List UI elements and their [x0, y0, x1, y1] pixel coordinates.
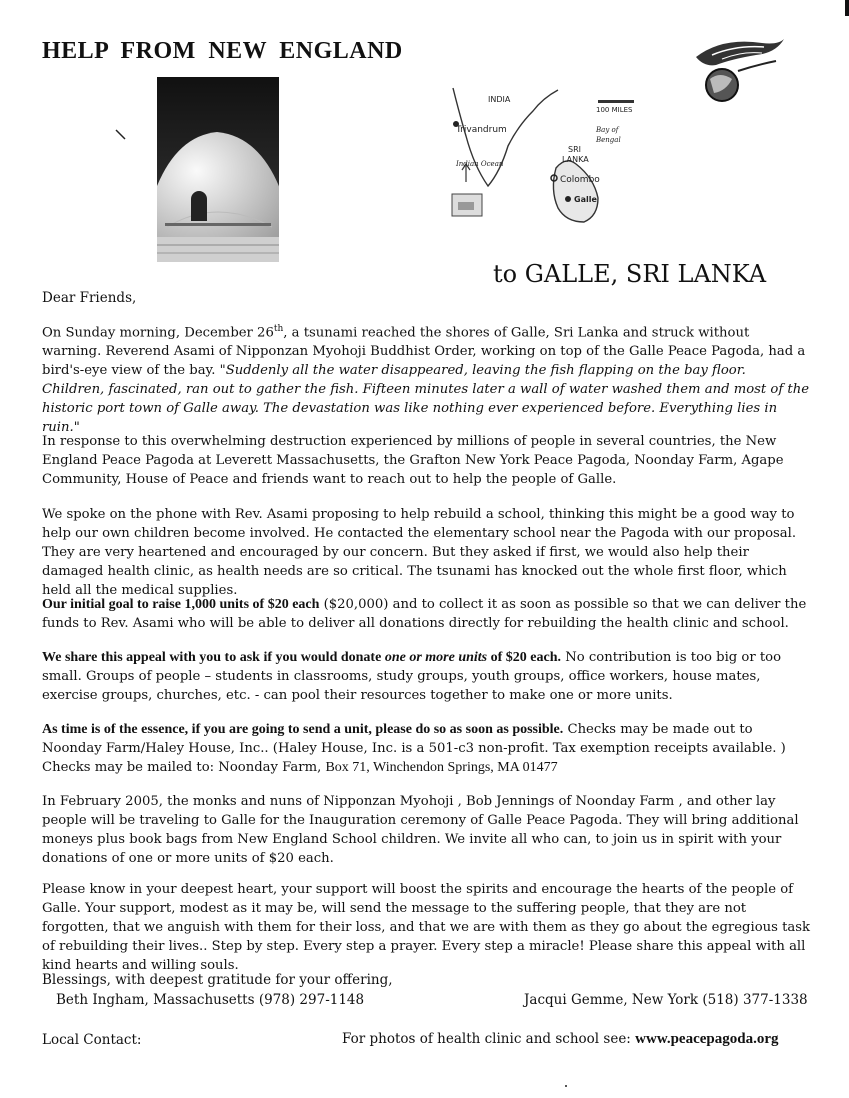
map-label-india: INDIA [488, 95, 511, 104]
p7-text: In February 2005, the monks and nuns of Nipponzan Myohoji , Bob Jennings of Noonday Farm , and other lay people will be traveling to Galle for the Inauguration ceremony of Galle Peace Pagoda. They will bring additional moneys plus book bags from New England School children. We invite all who can, to join us in spirit with your donations of one or more units of $20 each. [42, 794, 799, 866]
p5-bold-b: of $20 each. [487, 650, 562, 665]
local-contact-label: Local Contact: [42, 1032, 142, 1048]
map-label-colombo: Colombo [560, 175, 600, 185]
p5-bold-a: We share this appeal with you to ask if you would donate [42, 650, 385, 665]
contact-jacqui: Jacqui Gemme, New York (518) 377-1338 [524, 992, 808, 1008]
pagoda-photo [157, 77, 279, 262]
p6-mail-label: Checks may be mailed to: Noonday Farm, [42, 760, 326, 775]
map-label-miles: 100 MILES [596, 106, 633, 114]
contact-beth: Beth Ingham, Massachusetts (978) 297-1148 [56, 992, 365, 1008]
page-subtitle: to GALLE, SRI LANKA [493, 260, 767, 288]
paragraph-7 [42, 792, 812, 868]
paragraph-8 [42, 880, 812, 975]
p4-bold: Our initial goal to raise 1,000 units of $20 each [42, 597, 320, 612]
closing-line: Blessings, with deepest gratitude for your offering, [42, 972, 393, 988]
p5-bold-italic: one or more units [384, 650, 488, 665]
peace-bird-logo [692, 35, 786, 105]
photos-url-link[interactable]: www.peacepagoda.org [635, 1031, 779, 1047]
map-label-lanka: LANKA [562, 155, 589, 164]
paragraph-4 [42, 595, 812, 633]
p8-text: Please know in your deepest heart, your support will boost the spirits and encourage the hearts of the people of Galle. Your support, modest as it may be, will send the message to the suffering people, that they are not forgotten, that we anguish with them for their loss, and that we are with them as they go about the egregious task of rebuilding their lives.. Step by step. Every step a prayer. Every step a miracle! Please share this appeal with all kind hearts and willing souls. [42, 882, 811, 973]
salutation: Dear Friends, [42, 290, 137, 306]
paragraph-2 [42, 432, 812, 489]
map-label-indian-ocean: Indian Ocean [456, 160, 504, 168]
sri-lanka-map [448, 86, 638, 234]
p6-bold: As time is of the essence, if you are going to send a unit, please do so as soon as possible. [42, 722, 564, 737]
tick-mark [115, 129, 127, 141]
p3-text: We spoke on the phone with Rev. Asami proposing to help rebuild a school, thinking this might be a good way to help our own children become involved. He contacted the elementary school near the Pagoda with our proposal. They are very heartened and encouraged by our concern. But they asked if first, we would also help their damaged health clinic, as health needs are so critical. The tsunami has knocked out the whole first floor, which held all the medical supplies. [42, 507, 797, 598]
map-label-sri: SRI [568, 145, 581, 154]
p1-sup: th [273, 324, 284, 334]
map-label-bay: Bay of [596, 126, 619, 134]
photos-label: For photos of health clinic and school see: [342, 1031, 636, 1047]
p1-text-b: , a tsunami reached the shores of Galle, Sri Lanka and struck without warning. Reverend Asami of Nipponzan Myohoji Buddhist Order, working on top of the Galle Peace Pagoda, had a bird's-eye view of the bay. [42, 325, 806, 379]
p5-text: No contribution is too big or too small. Groups of people – students in classrooms, study groups, youth groups, office workers, house mates, exercise groups, churches, etc. - can pool their resources together to make one or more units. [42, 650, 782, 703]
scan-edge-mark [845, 0, 849, 16]
p6-mail-address: Box 71, Winchendon Springs, MA 01477 [325, 760, 558, 775]
paragraph-3 [42, 505, 812, 600]
scan-dot [565, 1085, 567, 1087]
p1-quote: "Suddenly all the water disappeared, leaving the fish flapping on the bay floor. Children, fascinated, ran out to gather the fish. Fifteen minutes later a wall of water washed them and most of the historic port town of Galle away. The devastation was like nothing ever experienced before. Everything lies in ruin." [42, 363, 810, 436]
page-title: HELP FROM NEW ENGLAND [42, 38, 403, 64]
p2-text: In response to this overwhelming destruction experienced by millions of people in several countries, the New England Peace Pagoda at Leverett Massachusetts, the Grafton New York Peace Pagoda, Noonday Farm, Agape Community, House of Peace and friends want to reach out to help the people of Galle. [42, 434, 784, 487]
map-label-galle: Galle [574, 195, 597, 204]
paragraph-5 [42, 648, 812, 705]
paragraph-1 [42, 320, 812, 437]
map-label-trivandrum: Trivandrum [456, 125, 507, 135]
p6-text: Checks may be made out to Noonday Farm/Haley House, Inc.. (Haley House, Inc. is a 501-c3 non-profit. Tax exemption receipts available. ) [42, 722, 786, 756]
paragraph-6 [42, 720, 812, 777]
p1-text-a: On Sunday morning, December 26 [42, 325, 274, 341]
photos-line [342, 1031, 778, 1048]
p4-text: ($20,000) and to collect it as soon as possible so that we can deliver the funds to Rev. Asami who will be able to deliver all donations directly for rebuilding the health clinic and school. [42, 597, 807, 631]
map-label-bengal: Bengal [596, 136, 621, 144]
